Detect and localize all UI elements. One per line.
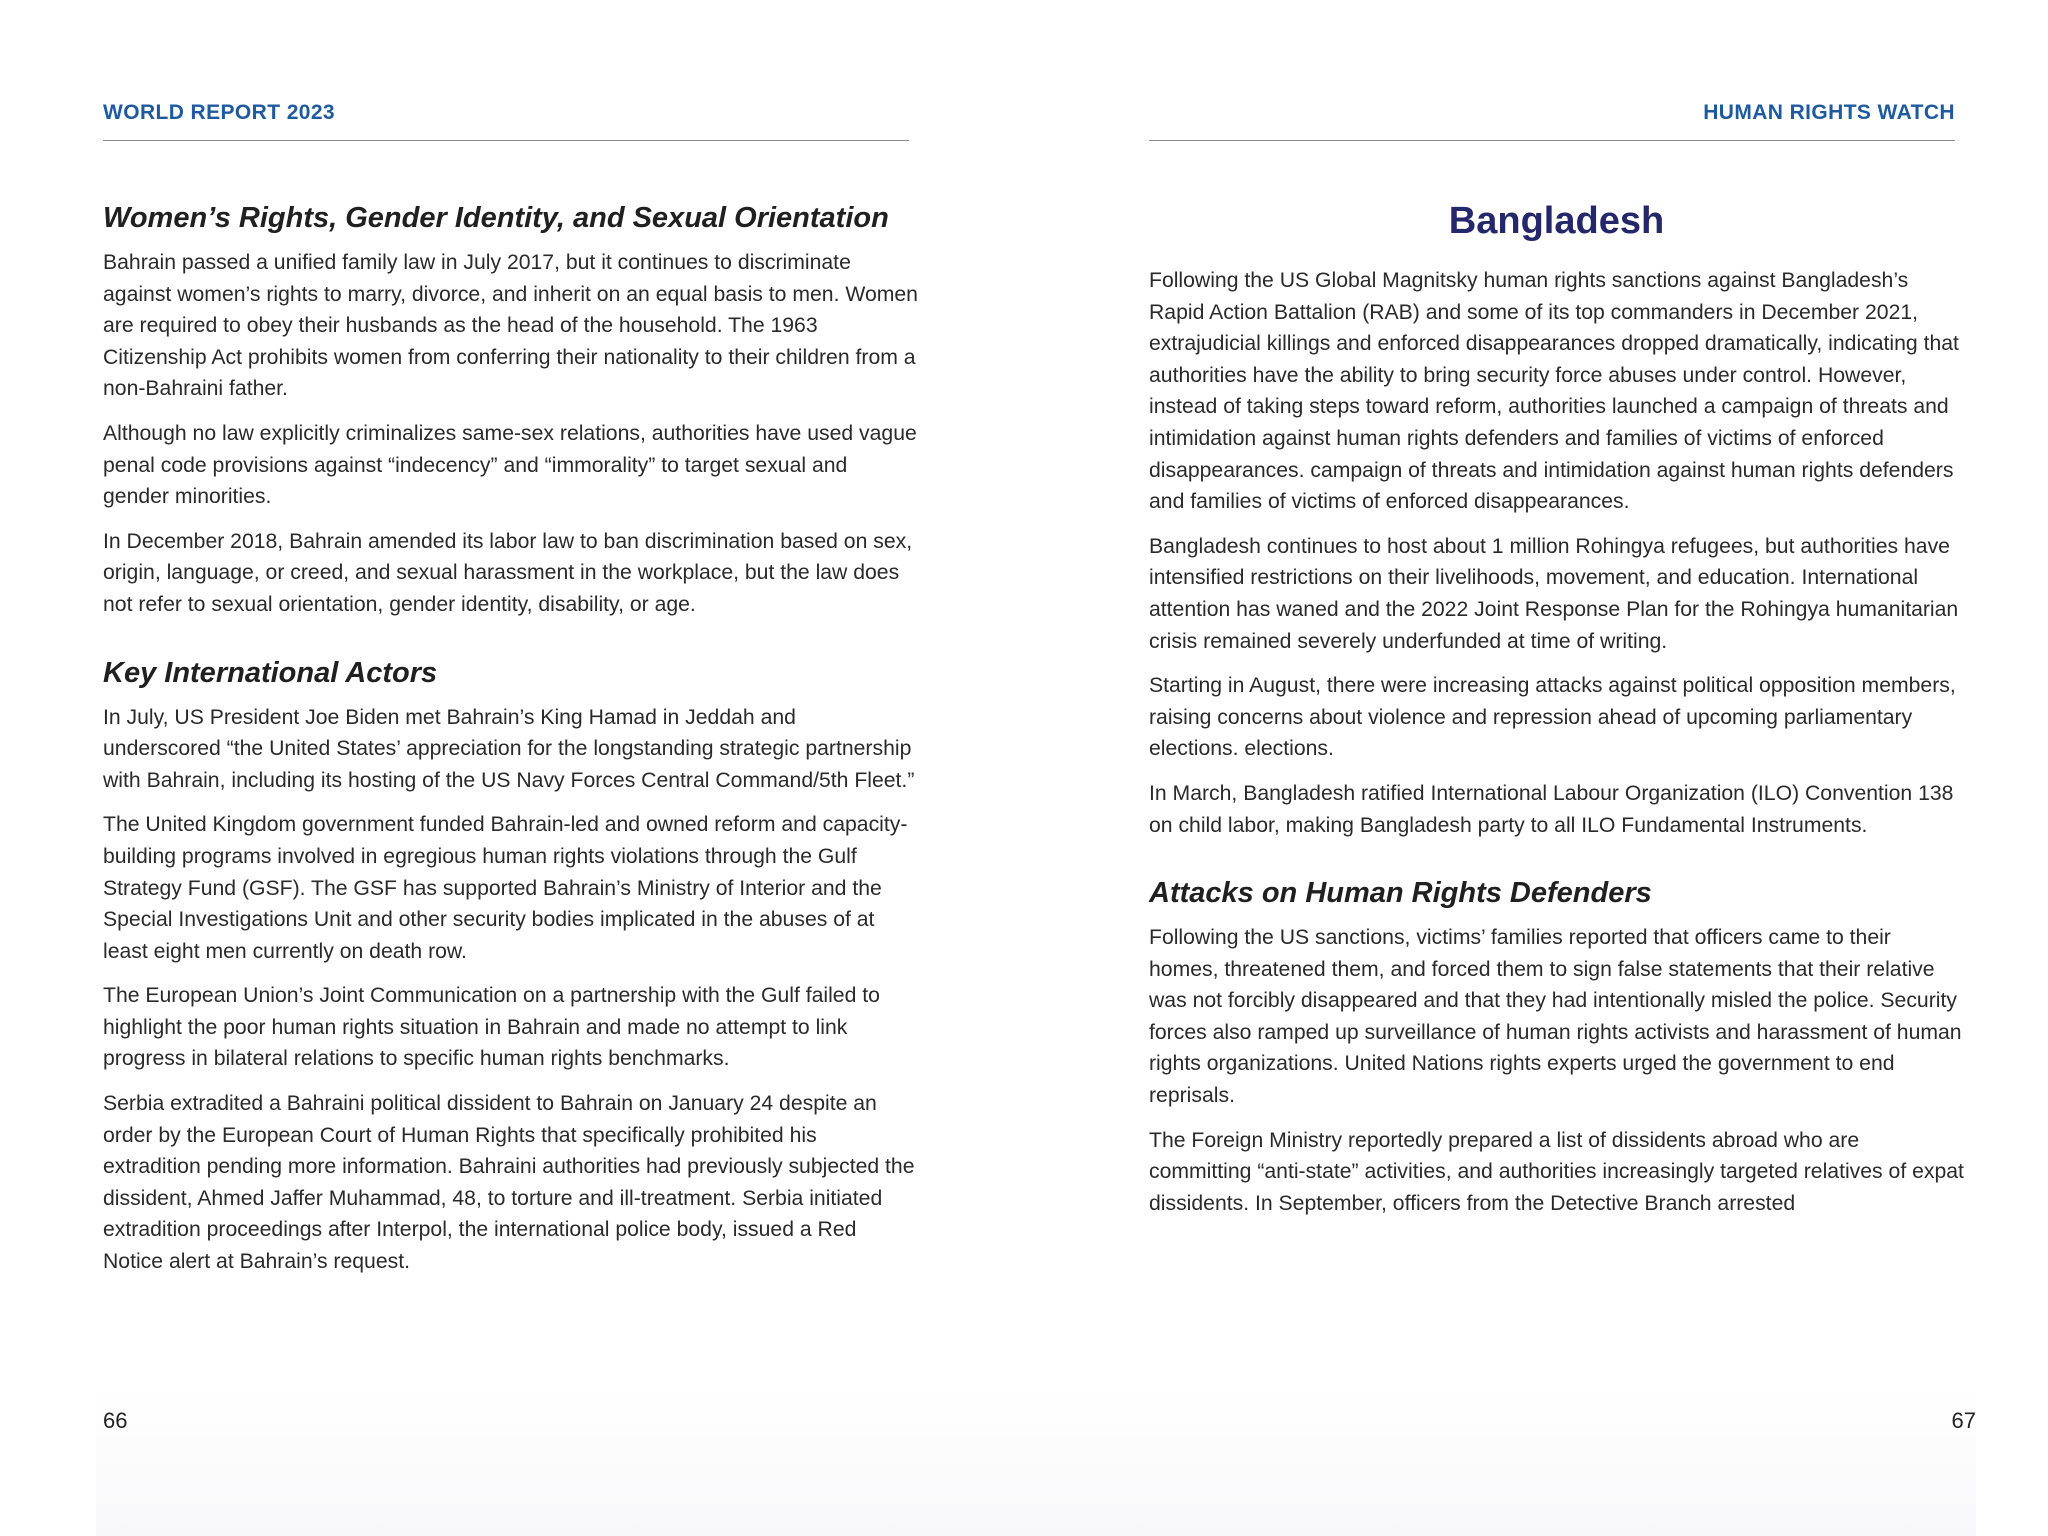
paragraph: Following the US sanctions, victims’ families reported that officers came to their homes, threatened them, and forced them to sign false statements that their relative was not forcibly disappeared and that they had intentionally misled the police. Security forces also ramped up surveillance of human rights activists and harassment of human rights organizations. United Nations rights experts urged the government to end reprisals. [1149, 926, 1962, 1108]
paragraph: Although no law explicitly criminalizes same-sex relations, authorities have used vague penal code provisions against “indecency” and “immorality” to target sexual and gender minorities. [103, 421, 917, 509]
running-head-text: HUMAN RIGHTS WATCH [1703, 101, 1955, 124]
paragraph: Starting in August, there were increasing attacks against political opposition members, raising concerns about violence and repression ahead of upcoming parliamentary elections. elections. [1149, 674, 1956, 761]
page-number: 67 [1951, 1408, 1976, 1433]
running-head-text: WORLD REPORT 2023 [103, 101, 336, 124]
paragraph: In December 2018, Bahrain amended its labor law to ban discrimination based on sex, origin, language, or creed, and sexual harassment in the workplace, but the law does not refer to sexual orientation, gender identity, disability, or age. [103, 529, 913, 616]
paragraph: In March, Bangladesh ratified International Labour Organization (ILO) Convention 138 on child labor, making Bangladesh party to all ILO Fundamental Instruments. [1149, 781, 1954, 837]
running-head [1149, 100, 1955, 141]
paragraph: The Foreign Ministry reportedly prepared a list of dissidents abroad who are committing “anti-state” activities, and authorities increasingly targeted relatives of expat dissidents. In September, officers from the Detective Branch arrested [1149, 1128, 1964, 1215]
paragraph: Following the US Global Magnitsky human rights sanctions against Bangladesh’s Rapid Action Battalion (RAB) and some of its top commanders in December 2021, extrajudicial killings and enforced disappearances dropped dramatically, indicating that authorities have the ability to bring security force abuses under control. However, instead of taking steps toward reform, authorities launched a campaign of threats and intimidation against human rights defenders and families of victims of enforced disappearances. campaign of threats and intimidation against human rights defenders and families of victims of enforced disappearances. [1149, 269, 1959, 514]
section-heading: Attacks on Human Rights Defenders [1149, 877, 1652, 910]
paragraph: Bangladesh continues to host about 1 million Rohingya refugees, but authorities have intensified restrictions on their livelihoods, movement, and education. International attention has waned and the 2022 Joint Response Plan for the Rohingya humanitarian crisis remained severely underfunded at time of writing. [1149, 534, 1959, 653]
paragraph: Bahrain passed a unified family law in July 2017, but it continues to discriminate against women’s rights to marry, divorce, and inherit on an equal basis to men. Women are required to obey their husbands as the head of the household. The 1963 Citizenship Act prohibits women from conferring their nationality to their children from a non-Bahraini father. [103, 251, 918, 401]
right-body [1149, 196, 1964, 1232]
section-heading: Women’s Rights, Gender Identity, and Sexual Orientation [103, 202, 889, 234]
right-page [1024, 0, 2048, 1536]
section-heading: Key International Actors [103, 656, 438, 689]
paragraph: The United Kingdom government funded Bahrain-led and owned reform and capacity-building programs involved in egregious human rights violations through the Gulf Strategy Fund (GSF). The GSF has supported Bahrain’s Ministry of Interior and the Special Investigations Unit and other security bodies implicated in the abuses of at least eight men currently on death row. [103, 813, 908, 963]
paragraph: Serbia extradited a Bahraini political dissident to Bahrain on January 24 despite an order by the European Court of Human Rights that specifically prohibited his extradition pending more information. Bahraini authorities had previously subjected the dissident, Ahmed Jaffer Muhammad, 48, to torture and ill-treatment. Serbia initiated extradition proceedings after Interpol, the international police body, issued a Red Notice alert at Bahrain’s request. [103, 1092, 915, 1274]
country-title: Bangladesh [1448, 200, 1665, 242]
page-shade [1024, 1386, 1976, 1536]
page-number: 66 [103, 1408, 128, 1433]
paragraph: In July, US President Joe Biden met Bahrain’s King Hamad in Jeddah and underscored “the United States’ appreciation for the longstanding strategic partnership with Bahrain, including its hosting of the US Navy Forces Central Command/5th Fleet.” [103, 705, 915, 792]
page-shade [96, 1386, 1024, 1536]
left-body [103, 198, 918, 1291]
running-head [103, 100, 909, 141]
paragraph: The European Union’s Joint Communication on a partnership with the Gulf failed to highlight the poor human rights situation in Bahrain and made no attempt to link progress in bilateral relations to specific human rights benchmarks. [103, 984, 880, 1071]
